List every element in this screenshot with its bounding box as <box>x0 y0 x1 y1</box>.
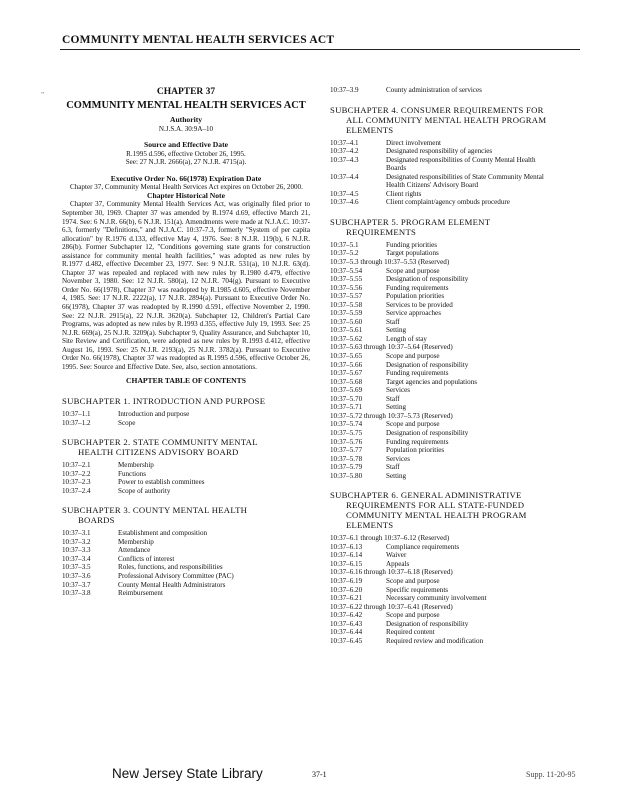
section-title-line: Length of stay <box>386 334 427 343</box>
toc-entry <box>330 326 582 335</box>
subchapter-heading-line: SUBCHAPTER 4. CONSUMER REQUIREMENTS FOR <box>330 104 544 115</box>
toc-entry <box>330 620 582 629</box>
section-title <box>386 628 582 637</box>
section-title-line: Necessary community involvement <box>386 594 487 603</box>
section-number: 10:37–6.13 <box>330 542 363 551</box>
section-title-line: Designated responsibility of agencies <box>386 147 493 156</box>
section-title <box>386 378 582 387</box>
section-title-line: Scope and purpose <box>386 266 440 275</box>
section-title-line: Target populations <box>386 249 439 258</box>
section-number: 10:37–3.3 <box>62 546 91 555</box>
section-title <box>386 361 582 370</box>
section-title-line: Funding requirements <box>386 369 449 378</box>
toc-entry <box>330 637 582 646</box>
toc-entry <box>330 258 582 267</box>
section-number: 10:37–6.44 <box>330 628 363 637</box>
toc-entry <box>62 538 310 547</box>
section-number: 10:37–5.60 <box>330 317 363 326</box>
toc-entry <box>330 412 582 421</box>
section-title <box>118 529 310 538</box>
section-title-line: Designation of responsibility <box>386 275 469 284</box>
toc-entry <box>330 86 582 95</box>
section-number: 10:37–3.9 <box>330 86 359 94</box>
section-title-line: Required content <box>386 628 435 637</box>
subchapter-heading-line: REQUIREMENTS <box>346 226 417 237</box>
section-title-line: Health Citizens' Advisory Board <box>386 181 479 190</box>
expiration-heading: Executive Order No. 66(1978) Expiration Date <box>110 173 262 183</box>
section-title <box>386 198 582 207</box>
historical-note: Chapter 37, Community Mental Health Services Act, was originally filed prior to September 30, 1969. Chapter 37 was amended by R.1974 d.69, effective March 21, 1974. See: 6 N.J.R. 66(b), 6 N.J.R. 151(a). Amendments were made at N.J.A.C. 10:37-6.3, formerly "Definitions," and N.J.A.C. 10:37-7.3, formerly "System of per capita allocation" by R.1976 d.133, effective May 4, 1976. See: 8 N.J.R. 119(b), 6 N.J.R. 286(b). Former Subchapter 12, "Conditions governing state grants for construction assistance for community mental health facilities," was adopted as new rules by R.1977 d.482, effective December 23, 1977. See: 9 N.J.R. 531(a), 10 N.J.R. 63(d). Chapter 37 was repealed and replaced with new rules by R.1980 d.479, effective November 3, 1980. See: 12 N.J.R. 580(a), 12 N.J.R. 704(g). Pursuant to Executive Order No. 66(1978), Chapter 37 was readopted by R.1985 d.605, effective November 4, 1985. See: 17 N.J.R. 2222(a), 17 N.J.R. 2894(a). Pursuant to Executive Order No. 66(1978), Chapter 37 was readopted by R.1990 d.591, effective November 2, 1990. See: 22 N.J.R. 2915(a), 22 N.J.R. 3620(a). Subchapter 12, Children's Partial Care Programs, was adopted as new rules by R.1993 d.355, effective July 19, 1993. See: 25 N.J.R. 669(a), 25 N.J.R. 3209(a). Subchapter 9, Quality Assurance, and Subchapter 10, Site Review and Certification, were adopted as new rules by R.1993 d.412, effective August 16, 1993. See: 25 N.J.R. 2193(a), 25 N.J.R. 3782(a). Pursuant to Executive Order No. 66(1978), Chapter 37 was readopted as R.1995 d.596, effective October 26, 1995. See: Source and Effective Date. See, also, section annotations. <box>62 200 310 371</box>
section-title <box>386 267 582 276</box>
section-number: 10:37–5.77 <box>330 446 363 455</box>
section-title <box>386 438 582 447</box>
section-title-line: Services to be provided <box>386 300 453 309</box>
section-number: 10:37–3.6 <box>62 571 91 580</box>
toc-entry <box>62 529 310 538</box>
toc-entry <box>330 284 582 293</box>
toc-entry <box>330 594 582 603</box>
historical-heading: Chapter Historical Note <box>147 190 225 200</box>
section-title-line: Scope and purpose <box>386 352 440 361</box>
subchapter-heading <box>330 105 582 135</box>
toc-entry <box>330 534 582 543</box>
toc-entry <box>62 478 310 487</box>
section-number: 10:37–3.4 <box>62 554 91 563</box>
section-title <box>386 455 582 464</box>
section-title <box>118 410 310 419</box>
subchapter-heading <box>62 505 310 525</box>
toc-entry <box>330 611 582 620</box>
toc-entry <box>330 551 582 560</box>
subchapter-heading-line: ALL COMMUNITY MENTAL HEALTH PROGRAM <box>346 114 547 125</box>
section-title-line: County Mental Health Administrators <box>118 580 226 589</box>
section-title <box>118 572 310 581</box>
section-title <box>386 139 582 148</box>
toc-entry <box>62 555 310 564</box>
section-number: 10:37–2.4 <box>62 486 91 495</box>
section-title <box>386 369 582 378</box>
section-number: 10:37–5.66 <box>330 360 363 369</box>
section-number: 10:37–5.59 <box>330 309 363 318</box>
toc-entry <box>330 429 582 438</box>
section-number: 10:37–5.74 <box>330 420 363 429</box>
subchapter-heading-line: SUBCHAPTER 2. STATE COMMUNITY MENTAL <box>62 437 258 448</box>
subchapter-heading-line: SUBCHAPTER 5. PROGRAM ELEMENT <box>330 216 491 227</box>
section-number: 10:37–2.1 <box>62 461 91 470</box>
toc-entry <box>62 572 310 581</box>
section-number: 10:37–5.78 <box>330 454 363 463</box>
section-title <box>118 563 310 572</box>
section-title-line: Population priorities <box>386 446 445 455</box>
section-number: 10:37–3.7 <box>62 580 91 589</box>
section-title-line: Functions <box>118 469 146 478</box>
reserved-range: 10:37–5.72 through 10:37–5.73 (Reserved) <box>330 411 453 420</box>
toc-entry <box>330 352 582 361</box>
section-title <box>386 249 582 258</box>
supplement-date: Supp. 11-20-95 <box>526 770 576 779</box>
footer-library: New Jersey State Library <box>112 766 263 781</box>
section-title <box>386 292 582 301</box>
toc-entry <box>330 318 582 327</box>
section-title-line: Service approaches <box>386 309 441 318</box>
section-title-line: Funding requirements <box>386 283 449 292</box>
toc-entry <box>330 301 582 310</box>
toc-entry <box>330 603 582 612</box>
reserved-range: 10:37–6.1 through 10:37–6.12 (Reserved) <box>330 534 450 543</box>
toc-entry <box>330 292 582 301</box>
toc-entry <box>62 487 310 496</box>
source-heading: Source and Effective Date <box>143 140 228 150</box>
section-title <box>118 487 310 496</box>
section-title <box>386 395 582 404</box>
section-title <box>386 463 582 472</box>
section-number: 10:37–3.1 <box>62 529 91 538</box>
section-number: 10:37–4.6 <box>330 198 359 207</box>
section-number: 10:37–5.68 <box>330 377 363 386</box>
toc-entry <box>330 395 582 404</box>
toc-entry <box>330 139 582 148</box>
toc-entry <box>330 378 582 387</box>
section-number: 10:37–3.5 <box>62 563 91 572</box>
authority-heading: Authority <box>169 115 203 125</box>
left-column <box>62 88 310 598</box>
section-number: 10:37–5.54 <box>330 266 363 275</box>
running-header: COMMUNITY MENTAL HEALTH SERVICES ACT <box>62 34 335 46</box>
toc-entry <box>330 628 582 637</box>
section-title <box>386 284 582 293</box>
section-number: 10:37–5.56 <box>330 283 363 292</box>
section-title-line: County administration of services <box>386 86 482 94</box>
section-title <box>386 611 582 620</box>
chapter-label: CHAPTER 37 <box>156 87 216 97</box>
section-title <box>386 429 582 438</box>
section-number: 10:37–5.61 <box>330 326 363 335</box>
subchapter-heading-line: COMMUNITY MENTAL HEALTH PROGRAM <box>346 510 527 521</box>
source-line: See: 27 N.J.R. 2666(a), 27 N.J.R. 4715(a). <box>125 158 247 167</box>
chapter-title: COMMUNITY MENTAL HEALTH SERVICES ACT <box>66 99 306 111</box>
section-title-line: Scope of authority <box>118 486 171 495</box>
toc-entry <box>330 577 582 586</box>
section-number: 10:37–5.75 <box>330 428 363 437</box>
section-title <box>386 309 582 318</box>
section-title-line: Conflicts of interest <box>118 554 175 563</box>
section-title <box>386 551 582 560</box>
page-number: 37-1 <box>312 770 327 779</box>
section-number: 10:37–4.5 <box>330 189 359 198</box>
toc-entry <box>62 589 310 598</box>
right-top-items <box>330 86 582 95</box>
toc-entry <box>330 173 582 190</box>
section-number: 10:37–6.42 <box>330 611 363 620</box>
section-title-line: Target agencies and populations <box>386 377 477 386</box>
section-number: 10:37–5.71 <box>330 403 363 412</box>
toc-entry <box>330 472 582 481</box>
toc-entry <box>330 241 582 250</box>
section-title <box>386 577 582 586</box>
toc-entry <box>330 403 582 412</box>
subchapter-heading-line: HEALTH CITIZENS ADVISORY BOARD <box>78 447 239 458</box>
toc-entry <box>62 461 310 470</box>
section-number: 10:37–2.3 <box>62 478 91 487</box>
section-title-line: Setting <box>386 471 407 480</box>
section-number: 10:37–5.80 <box>330 471 363 480</box>
toc-entry <box>62 419 310 428</box>
section-title-line: Setting <box>386 403 407 412</box>
toc-entry <box>330 420 582 429</box>
section-number: 10:37–5.62 <box>330 334 363 343</box>
section-title-line: Population priorities <box>386 292 445 301</box>
section-title-line: Setting <box>386 326 407 335</box>
section-title-line: Attendance <box>118 546 151 555</box>
section-title-line: Power to establish committees <box>118 478 205 487</box>
subchapter-heading-line: SUBCHAPTER 1. INTRODUCTION AND PURPOSE <box>62 395 266 406</box>
toc-entry <box>330 147 582 156</box>
toc-entry <box>62 546 310 555</box>
section-number: 10:37–5.70 <box>330 394 363 403</box>
section-number: 10:37–3.2 <box>62 537 91 546</box>
toc-entry <box>62 470 310 479</box>
authority-text: N.J.S.A. 30:9A–10 <box>158 124 214 133</box>
section-number: 10:37–4.1 <box>330 138 359 147</box>
subchapter-heading-line: SUBCHAPTER 6. GENERAL ADMINISTRATIVE <box>330 490 522 501</box>
section-title-line: Staff <box>386 317 400 326</box>
subchapter-heading <box>62 396 310 406</box>
toc-entry <box>330 438 582 447</box>
section-title-line: Designation of responsibility <box>386 428 469 437</box>
reserved-range: 10:37–6.16 through 10:37–6.18 (Reserved) <box>330 568 453 577</box>
toc-entry <box>330 343 582 352</box>
section-title <box>386 147 582 156</box>
section-number: 10:37–5.55 <box>330 275 363 284</box>
toc-entry <box>330 335 582 344</box>
section-title-line: Staff <box>386 463 400 472</box>
section-number: 10:37–6.43 <box>330 619 363 628</box>
section-title-line: Appeals <box>386 559 410 568</box>
section-title <box>118 581 310 590</box>
section-title-line: Direct involvement <box>386 138 441 147</box>
section-number: 10:37–6.14 <box>330 551 363 560</box>
section-title <box>386 620 582 629</box>
toc-entry <box>330 568 582 577</box>
subchapter-heading <box>330 217 582 237</box>
section-title-line: Scope and purpose <box>386 611 440 620</box>
section-title-line: Designated responsibilities of State Community Mental <box>386 172 544 181</box>
section-number: 10:37–5.2 <box>330 249 359 258</box>
section-number: 10:37–5.69 <box>330 386 363 395</box>
reserved-range: 10:37–6.22 through 10:37–6.41 (Reserved) <box>330 602 453 611</box>
section-title-line: Specific requirements <box>386 585 449 594</box>
section-title <box>118 470 310 479</box>
section-title <box>386 637 582 646</box>
section-number: 10:37–4.2 <box>330 147 359 156</box>
section-title <box>386 86 582 95</box>
toc-entry <box>330 586 582 595</box>
toc-entry <box>330 156 582 173</box>
section-title <box>386 594 582 603</box>
section-title <box>386 173 582 190</box>
section-title <box>386 335 582 344</box>
section-title <box>386 420 582 429</box>
section-number: 10:37–6.20 <box>330 585 363 594</box>
toc-entry <box>330 275 582 284</box>
reserved-range: 10:37–5.3 through 10:37–5.53 (Reserved) <box>330 258 450 267</box>
section-title-line: Scope and purpose <box>386 576 440 585</box>
reserved-range: 10:37–5.63 through 10:37–5.64 (Reserved) <box>330 343 453 352</box>
section-title-line: Membership <box>118 461 154 470</box>
toc-entry <box>330 190 582 199</box>
section-title <box>386 301 582 310</box>
section-title <box>386 472 582 481</box>
subchapter-heading-line: SUBCHAPTER 3. COUNTY MENTAL HEALTH <box>62 505 248 516</box>
toc-entry <box>330 446 582 455</box>
subchapter-heading <box>330 490 582 530</box>
left-toc <box>62 396 310 598</box>
source-line: R.1995 d.596, effective October 26, 1995. <box>126 149 246 158</box>
section-title <box>386 190 582 199</box>
section-title-line: Boards <box>386 164 407 173</box>
toc-entry <box>330 309 582 318</box>
section-number: 10:37–6.19 <box>330 576 363 585</box>
right-column <box>330 86 582 645</box>
section-title-line: Reimbursement <box>118 589 163 598</box>
section-title <box>386 386 582 395</box>
section-number: 10:37–6.15 <box>330 559 363 568</box>
section-number: 10:37–3.8 <box>62 589 91 598</box>
section-title-line: Services <box>386 386 411 395</box>
toc-entry <box>330 463 582 472</box>
section-title <box>118 461 310 470</box>
section-title <box>118 478 310 487</box>
subchapter-heading <box>62 437 310 457</box>
section-title-line: Professional Advisory Committee (PAC) <box>118 571 234 580</box>
toc-entry <box>330 455 582 464</box>
section-title-line: Establishment and composition <box>118 529 208 538</box>
section-title-line: Services <box>386 454 411 463</box>
section-number: 10:37–5.79 <box>330 463 363 472</box>
section-title-line: Scope <box>118 418 136 427</box>
section-number: 10:37–5.57 <box>330 292 363 301</box>
section-title-line: Funding requirements <box>386 437 449 446</box>
section-title <box>386 318 582 327</box>
section-title-line: Funding priorities <box>386 240 438 249</box>
toc-entry <box>62 410 310 419</box>
section-title <box>386 403 582 412</box>
section-title <box>118 555 310 564</box>
section-title <box>386 326 582 335</box>
expiration-text: Chapter 37, Community Mental Health Services Act expires on October 26, 2000. <box>70 183 303 192</box>
section-number: 10:37–5.76 <box>330 437 363 446</box>
section-number: 10:37–5.58 <box>330 300 363 309</box>
section-title-line: Client complaint/agency ombuds procedure <box>386 198 510 207</box>
right-toc <box>330 105 582 646</box>
section-title <box>386 586 582 595</box>
section-title-line: Scope and purpose <box>386 420 440 429</box>
toc-entry <box>62 563 310 572</box>
section-title-line: Introduction and purpose <box>118 409 190 418</box>
section-title-line: Waiver <box>386 551 407 560</box>
section-title <box>118 538 310 547</box>
section-title <box>118 546 310 555</box>
section-number: 10:37–4.4 <box>330 172 359 181</box>
section-number: 10:37–5.65 <box>330 352 363 361</box>
section-title <box>118 419 310 428</box>
section-title-line: Membership <box>118 537 154 546</box>
section-title <box>118 589 310 598</box>
toc-entry <box>330 543 582 552</box>
section-title <box>386 156 582 173</box>
toc-entry <box>330 267 582 276</box>
section-number: 10:37–2.2 <box>62 469 91 478</box>
toc-entry <box>330 361 582 370</box>
section-title-line: Staff <box>386 394 400 403</box>
section-number: 10:37–4.3 <box>330 155 359 164</box>
section-title-line: Client rights <box>386 189 422 198</box>
section-title <box>386 560 582 569</box>
section-number: 10:37–5.1 <box>330 240 359 249</box>
section-title-line: Designation of responsibility <box>386 619 469 628</box>
section-number: 10:37–6.21 <box>330 594 363 603</box>
toc-entry <box>330 249 582 258</box>
section-title <box>386 275 582 284</box>
section-title-line: Roles, functions, and responsibilities <box>118 563 223 572</box>
subchapter-heading-line: ELEMENTS <box>346 520 394 531</box>
section-title-line: Designation of responsibility <box>386 360 469 369</box>
margin-mark: ” <box>41 91 45 99</box>
section-number: 10:37–5.67 <box>330 369 363 378</box>
section-title <box>386 241 582 250</box>
section-number: 10:37–1.1 <box>62 409 91 418</box>
section-title-line: Required review and modification <box>386 636 484 645</box>
subchapter-heading-line: BOARDS <box>78 515 115 526</box>
toc-entry <box>330 198 582 207</box>
section-title <box>386 352 582 361</box>
section-title-line: Designated responsibilities of County Mental Health <box>386 155 536 164</box>
toc-entry <box>330 386 582 395</box>
subchapter-heading-line: REQUIREMENTS FOR ALL STATE-FUNDED <box>346 500 525 511</box>
section-title <box>386 446 582 455</box>
section-title <box>386 543 582 552</box>
header-rule <box>60 49 580 50</box>
toc-entry <box>62 581 310 590</box>
section-number: 10:37–6.45 <box>330 636 363 645</box>
subchapter-heading-line: ELEMENTS <box>346 124 394 135</box>
section-title-line: Compliance requirements <box>386 542 460 551</box>
toc-entry <box>330 560 582 569</box>
toc-heading: CHAPTER TABLE OF CONTENTS <box>126 376 246 386</box>
toc-entry <box>330 369 582 378</box>
section-number: 10:37–1.2 <box>62 418 91 427</box>
